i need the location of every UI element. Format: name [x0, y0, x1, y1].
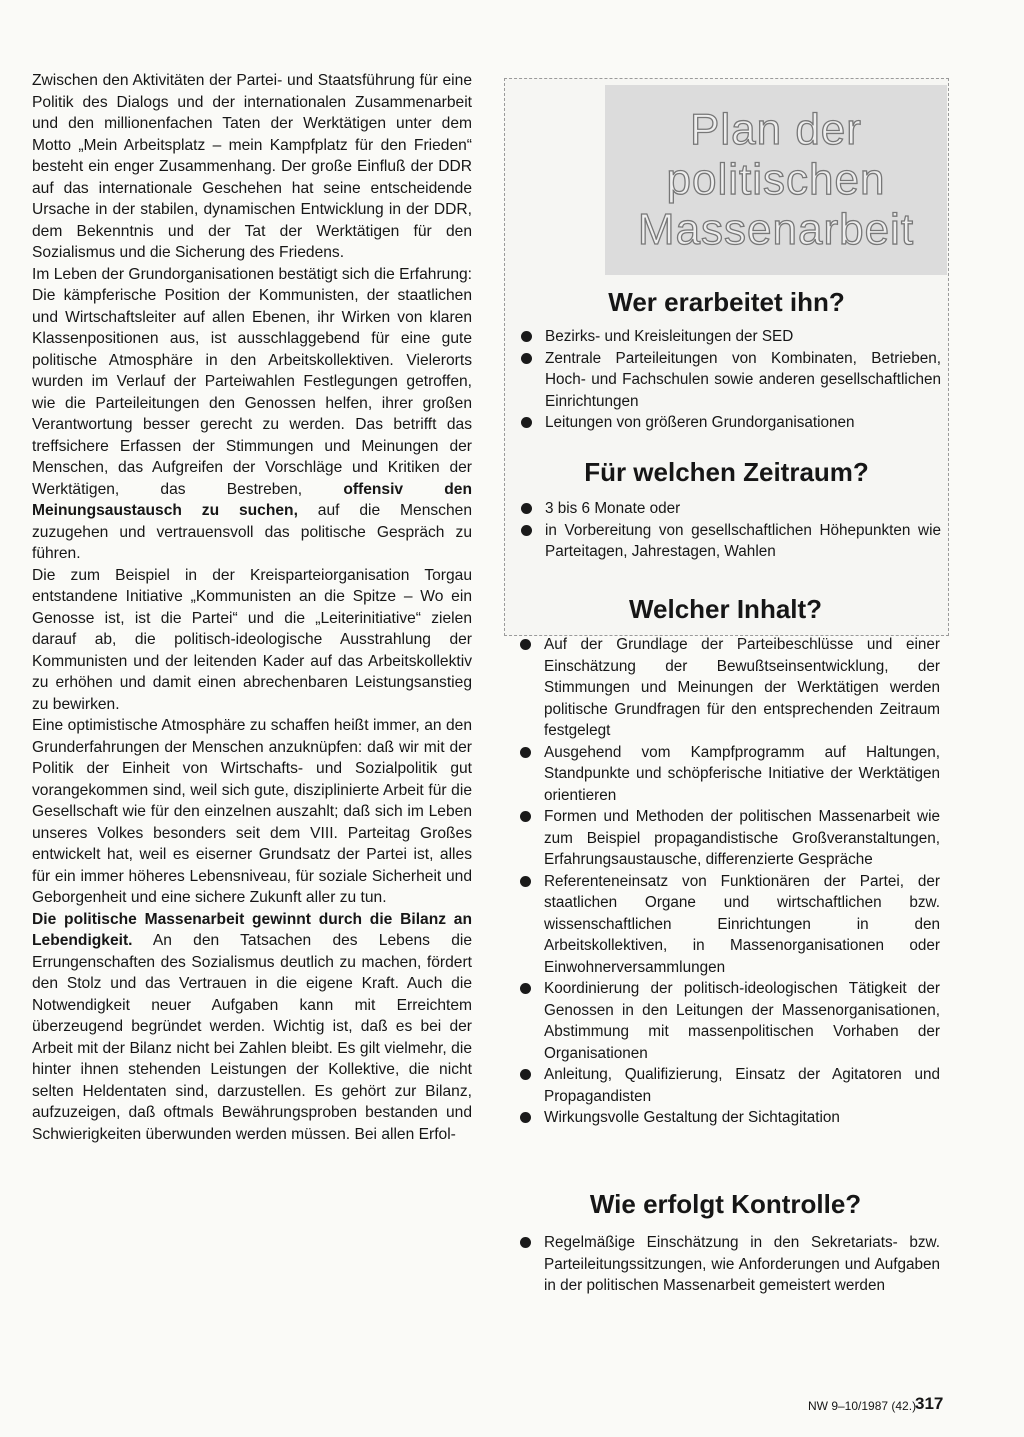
section-list-inhalt	[518, 634, 940, 1129]
section-list-zeitraum	[519, 498, 941, 563]
list-item: Leitungen von größeren Grundorganisationen	[519, 412, 941, 434]
bullet-icon	[520, 811, 531, 822]
bullet-icon	[521, 353, 532, 364]
info-box	[504, 78, 949, 636]
paragraph-5-emphasis: Die politische Massenarbeit gewinnt durch die Bilanz an Lebendigkeit.	[32, 910, 472, 949]
list-item: Formen und Methoden der politischen Massenarbeit wie zum Beispiel propagandistische Großveranstaltungen, Erfahrungsaustausche, differenzierte Gespräche	[518, 806, 940, 871]
bullet-icon	[520, 1237, 531, 1248]
article-left-column	[32, 70, 472, 1145]
issue-reference: NW 9–10/1987 (42.)	[808, 1399, 917, 1413]
paragraph-2-text-b: auf die Menschen zuzugehen und vertrauensvoll das politische Gespräch zu führen.	[32, 502, 472, 562]
list-item: Koordinierung der politisch-ideologischen Tätigkeit der Genossen in den Leitungen der Massenorganisationen, Abstimmung mit massenpolitischen Vorhaben der Organisationen	[518, 978, 940, 1064]
paragraph-5	[32, 909, 472, 1146]
bullet-icon	[520, 639, 531, 650]
section-heading-kontrolle: Wie erfolgt Kontrolle?	[589, 1189, 862, 1219]
section-list-wer	[519, 326, 941, 434]
list-item: Auf der Grundlage der Parteibeschlüsse und einer Einschätzung der Bewußtseinsentwicklung, der Stimmungen und Meinungen der Werktätigen werden politische Grundfragen für den entsprechenden Zeitraum festgelegt	[518, 634, 940, 742]
section-heading-wer: Wer erarbeitet ihn?	[608, 287, 845, 317]
paragraph-1: Zwischen den Aktivitäten der Partei- und Staatsführung für eine Politik des Dialogs und der internationalen Zusammenarbeit und den millionenfachen Taten der Werktätigen unter dem Motto „Mein Arbeitsplatz – mein Kampfplatz für den Frieden“ besteht ein enger Zusammenhang. Der große Einfluß der DDR auf das internationale Geschehen hat seine entscheidende Ursache in der stabilen, dynamischen Entwicklung in der DDR, dem Bekenntnis und der Tat der Werktätigen für den Sozialismus und die Sicherung des Friedens.	[32, 72, 472, 261]
paragraph-5-text: An den Tatsachen des Lebens die Errungenschaften des Sozialismus deutlich zu machen, fördert den Stolz und das Vertrauen in die eigene Kraft. Auch die Notwendigkeit neuer Aufgaben kann mit Erreichtem überzeugend begründet werden. Wichtig ist, daß es bei der Arbeit mit der Bilanz nicht bei Zahlen bleibt. Es gilt vielmehr, die hinter ihnen stehenden Leistungen der Kollektive, die nicht selten Heldentaten sind, darzustellen. Es gehört zur Bilanz, aufzuzeigen, daß oftmals Bewährungsproben bestanden und Schwierigkeiten überwunden werden müssen. Bei allen Erfol-	[32, 932, 472, 1143]
list-item: Zentrale Parteileitungen von Kombinaten, Betrieben, Hoch- und Fachschulen sowie anderen gesellschaftlichen Einrichtungen	[519, 348, 941, 413]
box-title	[605, 85, 947, 275]
paragraph-2-text-a: Im Leben der Grundorganisationen bestätigt sich die Erfahrung: Die kämpferische Position der Kommunisten, der staatlichen und Wirtschaftsleiter auf allen Ebenen, ihr Wirken von klaren Klassenpositionen aus, ist ausschlaggebend für eine gute politische Atmosphäre in den Arbeitskollektiven. Vielerorts wurden im Verlauf der Parteiwahlen Festlegungen getroffen, wie die Parteileitungen den Genossen helfen, ihrer großen Verantwortung besser gerecht zu werden. Das betrifft das treffsichere Erfassen der Stimmungen und Meinungen der Menschen, das Aufgreifen der Vorschläge und Kritiken der Werktätigen, das Bestreben,	[32, 265, 472, 498]
list-item: Bezirks- und Kreisleitungen der SED	[519, 326, 941, 348]
section-heading-inhalt: Welcher Inhalt?	[628, 594, 823, 624]
bullet-icon	[521, 417, 532, 428]
list-item: Anleitung, Qualifizierung, Einsatz der Agitatoren und Propagandisten	[518, 1064, 940, 1107]
bullet-icon	[520, 876, 531, 887]
box-title-line-3: Massenarbeit	[637, 205, 915, 254]
paragraph-2-emphasis: offensiv den Meinungsaustausch zu suchen,	[32, 480, 472, 519]
bullet-icon	[521, 503, 532, 514]
section-list-kontrolle	[518, 1232, 940, 1297]
box-title-line-1: Plan der	[690, 105, 862, 154]
box-title-line-2: politischen	[666, 155, 886, 204]
list-item: Ausgehend vom Kampfprogramm auf Haltungen, Standpunkte und schöpferische Initiative der Werktätigen orientieren	[518, 742, 940, 807]
paragraph-3: Die zum Beispiel in der Kreisparteiorganisation Torgau entstandene Initiative „Kommunisten an die Spitze – Wo ein Genosse ist, ist die Partei“ und die „Leiterinitiative“ zielen darauf ab, die politisch-ideologische Ausstrahlung der Kommunisten und der leitenden Kader auf das Arbeitskollektiv zu erhöhen und damit einen abrechenbaren Leistungsanstieg zu bewirken.	[32, 566, 472, 713]
list-item: in Vorbereitung von gesellschaftlichen Höhepunkten wie Parteitagen, Jahrestagen, Wahlen	[519, 520, 941, 563]
bullet-icon	[521, 525, 532, 536]
bullet-icon	[520, 983, 531, 994]
list-item: Referenteneinsatz von Funktionären der Partei, der staatlichen Organe und wirtschaftlichen bzw. wissenschaftlichen Einrichtungen in den Arbeitskollektiven, in Massenorganisationen oder Einwohnerversammlungen	[518, 871, 940, 979]
list-item: Regelmäßige Einschätzung in den Sekretariats- bzw. Parteileitungssitzungen, wie Anforderungen und Aufgaben in der politischen Massenarbeit gemeistert werden	[518, 1232, 940, 1297]
list-item: Wirkungsvolle Gestaltung der Sichtagitation	[518, 1107, 940, 1129]
paragraph-2	[32, 264, 472, 565]
section-heading-zeitraum: Für welchen Zeitraum?	[584, 457, 869, 487]
paragraph-4: Eine optimistische Atmosphäre zu schaffen heißt immer, an den Grunderfahrungen der Menschen anzuknüpfen: daß wir mit der Politik der Einheit von Wirtschafts- und Sozialpolitik gut vorangekommen sind, weil sich gute, disziplinierte Arbeit für die Gesellschaft wie für den einzelnen auszahlt; daß sich im Leben unseres Volkes besonders seit dem VIII. Parteitag Großes entwickelt hat, weil es eiserner Grundsatz der Partei ist, alles für ein immer höheres Lebensniveau, für soziale Sicherheit und Geborgenheit und eine sichere Zukunft aller zu tun.	[32, 717, 472, 906]
bullet-icon	[520, 747, 531, 758]
bullet-icon	[521, 331, 532, 342]
list-item: 3 bis 6 Monate oder	[519, 498, 941, 520]
page-number: 317	[915, 1394, 944, 1413]
bullet-icon	[520, 1112, 531, 1123]
bullet-icon	[520, 1069, 531, 1080]
